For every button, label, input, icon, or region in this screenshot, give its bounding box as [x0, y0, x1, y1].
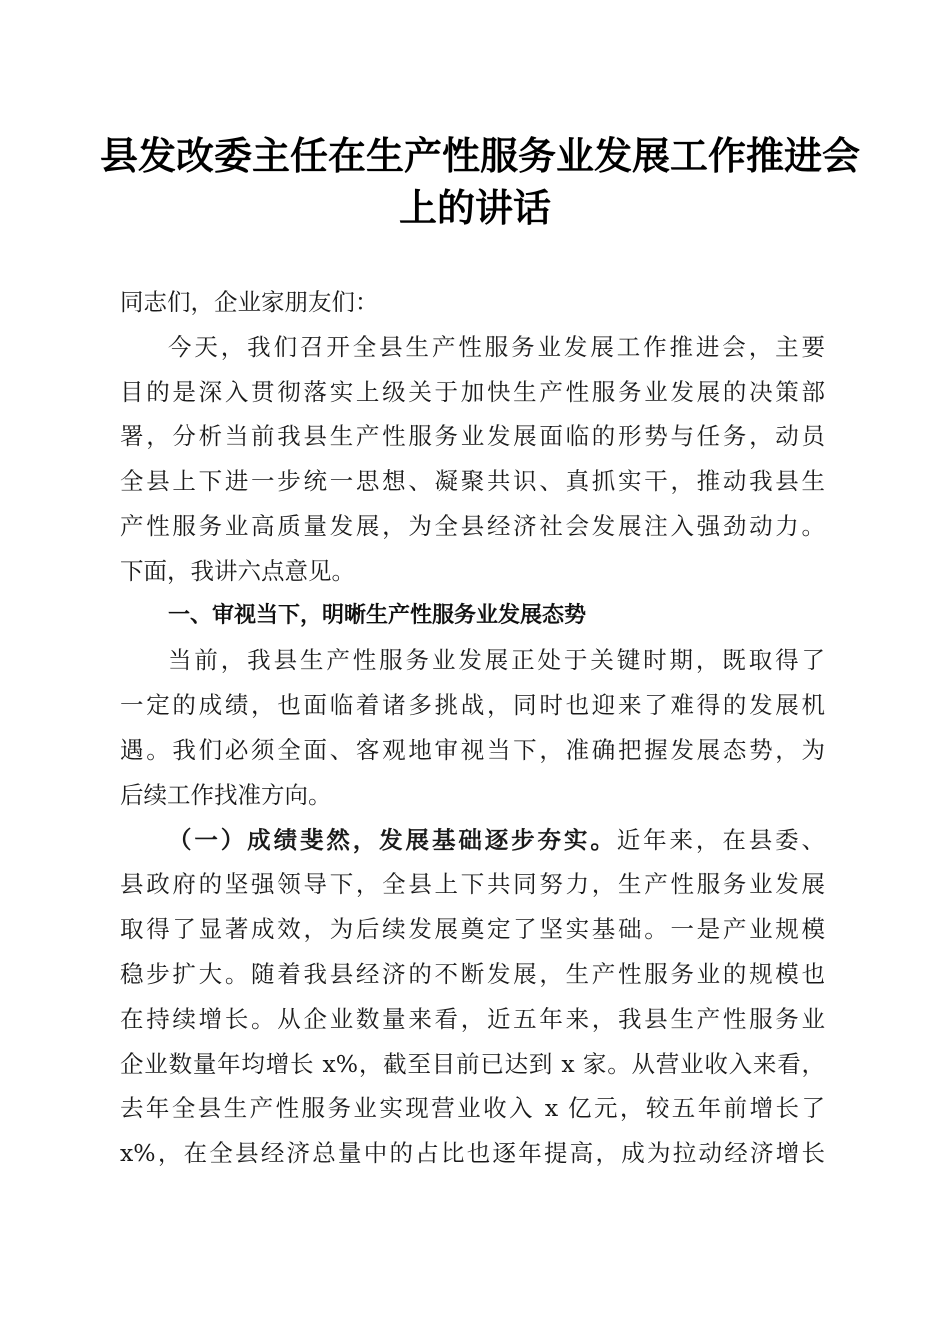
subsection-heading: （一）成绩斐然，发展基础逐步夯实。: [168, 825, 617, 854]
paragraph-line: 取得了显著成效，为后续发展奠定了坚实基础。一是产业规模: [120, 915, 825, 944]
paragraph-line: 下面，我讲六点意见。: [120, 556, 355, 585]
paragraph-line: 产性服务业高质量发展，为全县经济社会发展注入强劲动力。: [120, 511, 825, 540]
paragraph-line: 目的是深入贯彻落实上级关于加快生产性服务业发展的决策部: [120, 377, 825, 406]
salutation: 同志们，企业家朋友们：: [120, 288, 379, 316]
title-line: 县发改委主任在生产性服务业发展工作推进会: [100, 133, 861, 178]
paragraph-line: 全县上下进一步统一思想、凝聚共识、真抓实干，推动我县生: [120, 467, 825, 496]
document-body: [120, 280, 825, 1176]
paragraph-line: 稳步扩大。随着我县经济的不断发展，生产性服务业的规模也: [120, 959, 825, 988]
paragraph-line: 署，分析当前我县生产性服务业发展面临的形势与任务，动员: [120, 422, 825, 451]
paragraph-line: 当前，我县生产性服务业发展正处于关键时期，既取得了: [168, 646, 825, 675]
subsection-first-line: [120, 818, 825, 863]
paragraph-line: x%，在全县经济总量中的占比也逐年提高，成为拉动经济增长: [120, 1139, 825, 1168]
subsection-text: 近年来，在县委、: [616, 825, 826, 854]
paragraph-line: 在持续增长。从企业数量来看，近五年来，我县生产性服务业: [120, 1004, 825, 1033]
title-line: 上的讲话: [398, 185, 551, 230]
paragraph-line: 遇。我们必须全面、客观地审视当下，准确把握发展态势，为: [120, 735, 825, 764]
document-title: [100, 130, 861, 234]
paragraph-line: 县政府的坚强领导下，全县上下共同努力，生产性服务业发展: [120, 870, 825, 899]
paragraph-line: 一定的成绩，也面临着诸多挑战，同时也迎来了难得的发展机: [120, 691, 825, 720]
paragraph-line: 企业数量年均增长 x%，截至目前已达到 x 家。从营业收入来看，: [120, 1049, 825, 1078]
paragraph-line: 去年全县生产性服务业实现营业收入 x 亿元，较五年前增长了: [120, 1094, 825, 1123]
paragraph-line: 今天，我们召开全县生产性服务业发展工作推进会，主要: [168, 332, 825, 361]
paragraph-line: 后续工作找准方向。: [120, 780, 332, 809]
section-heading: 一、审视当下，明晰生产性服务业发展态势: [168, 602, 587, 628]
